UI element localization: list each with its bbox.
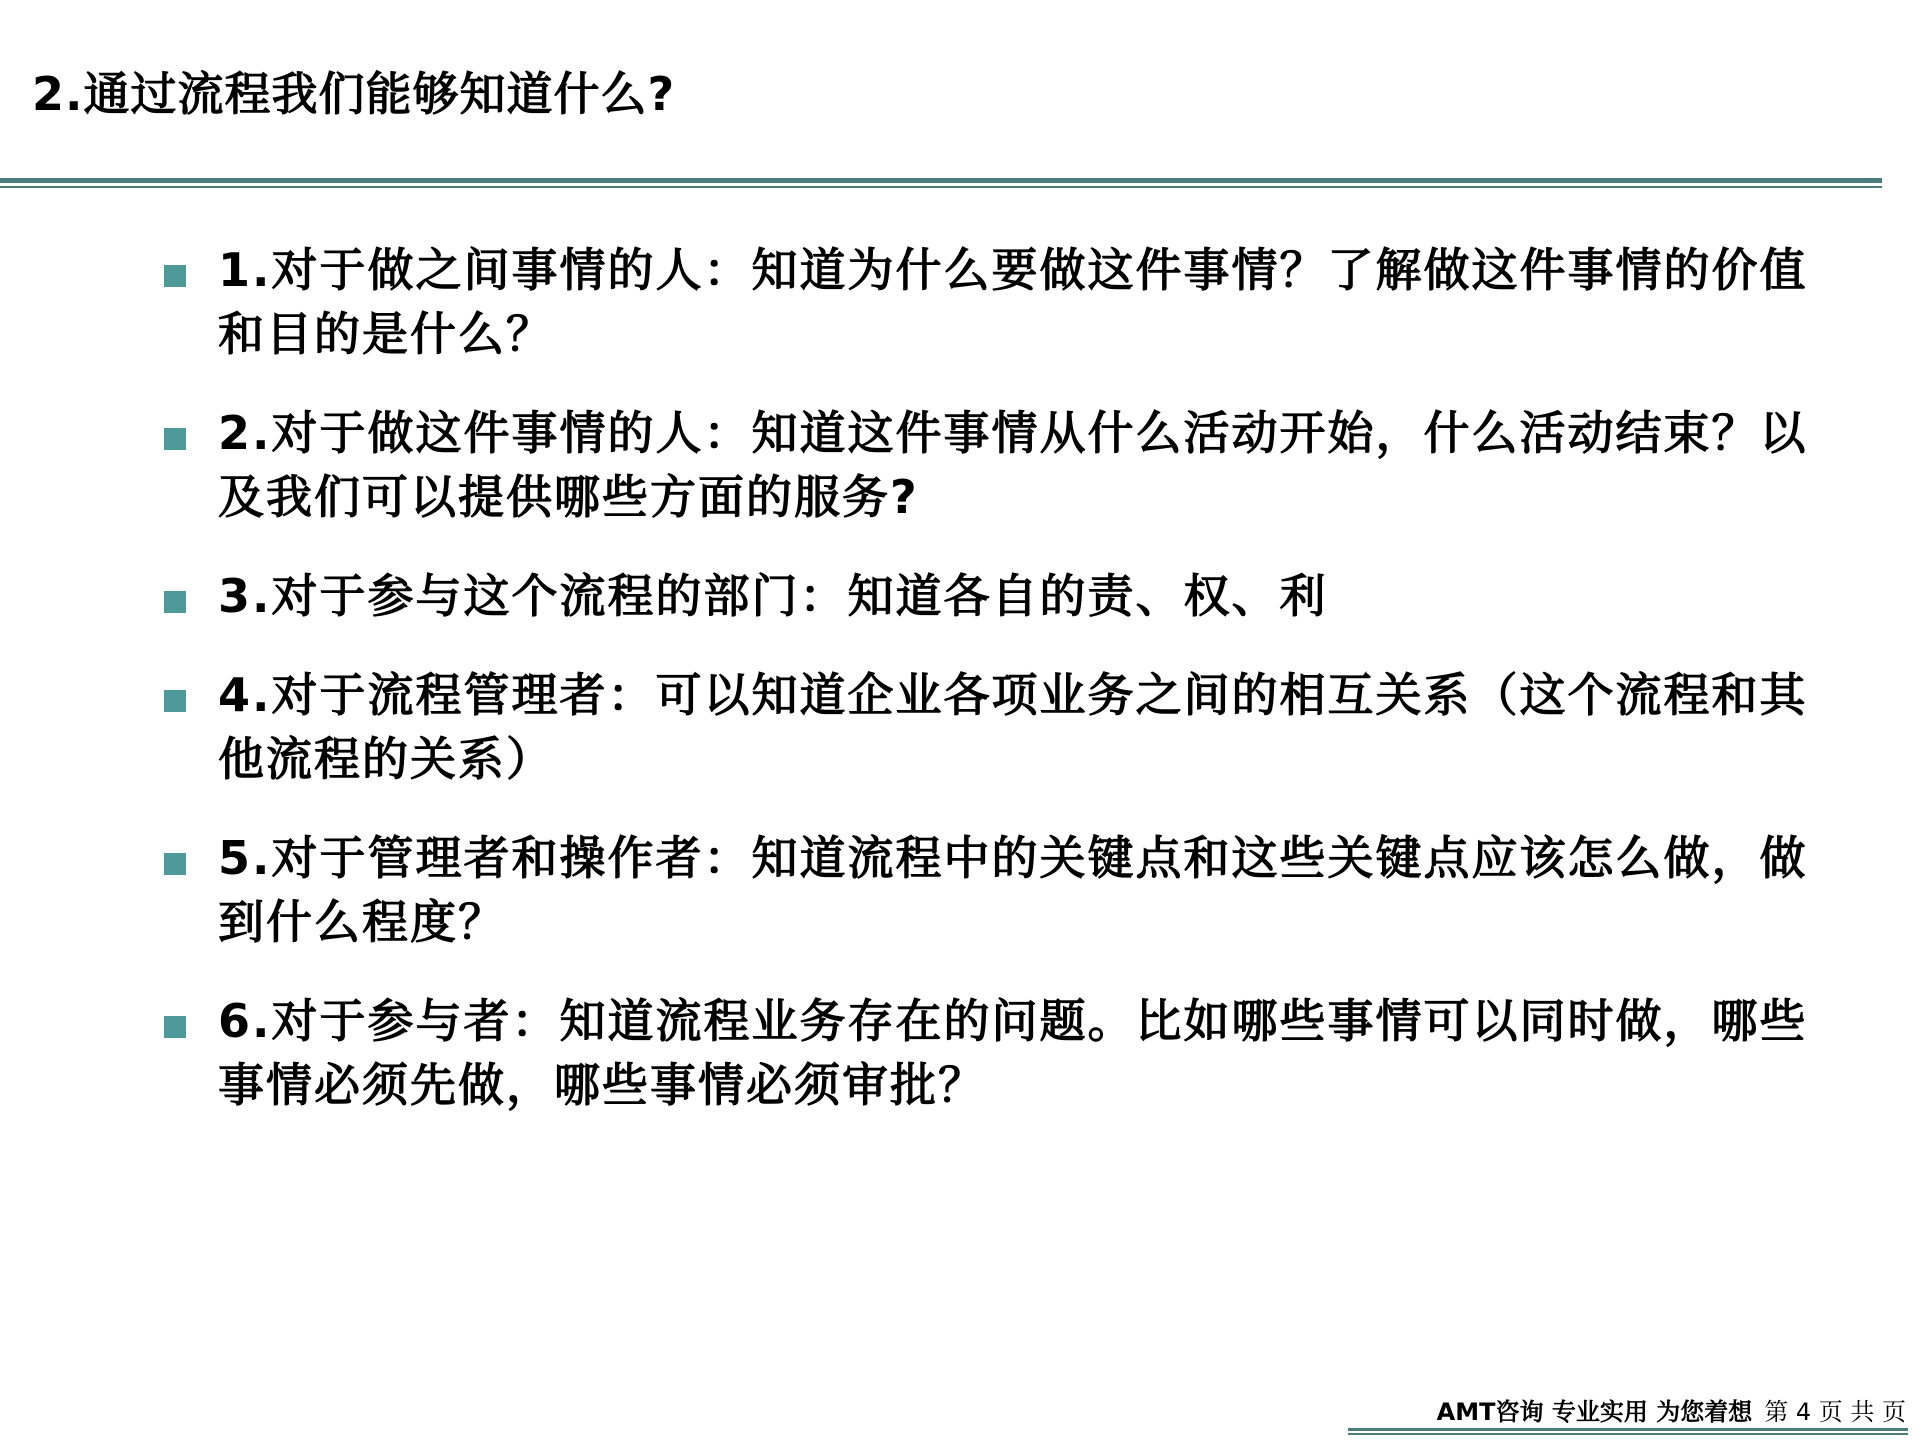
bullet-text: 6.对于参与者：知道流程业务存在的问题。比如哪些事情可以同时做，哪些事情必须先做，哪些事情必须审批？ <box>218 994 1808 1112</box>
square-bullet-icon <box>164 591 186 613</box>
bullet-item <box>160 564 1840 628</box>
square-bullet-icon <box>164 428 186 450</box>
bullet-text: 3.对于参与这个流程的部门：知道各自的责、权、利 <box>218 569 1328 623</box>
footer <box>1437 1392 1906 1427</box>
bullet-text: 4.对于流程管理者：可以知道企业各项业务之间的相互关系（这个流程和其他流程的关系） <box>218 668 1808 786</box>
bullet-text: 2.对于做这件事情的人：知道这件事情从什么活动开始，什么活动结束？以及我们可以提供哪些方面的服务? <box>218 406 1808 524</box>
square-bullet-icon <box>164 265 186 287</box>
title-divider-thin-line <box>0 186 1882 188</box>
footer-divider-thick-line <box>1348 1428 1908 1431</box>
bullet-list <box>160 238 1840 1152</box>
bullet-item <box>160 826 1840 954</box>
square-bullet-icon <box>164 1016 186 1038</box>
footer-divider <box>1348 1428 1908 1436</box>
bullet-item <box>160 663 1840 791</box>
bullet-item <box>160 401 1840 529</box>
square-bullet-icon <box>164 853 186 875</box>
square-bullet-icon <box>164 690 186 712</box>
bullet-text: 5.对于管理者和操作者：知道流程中的关键点和这些关键点应该怎么做，做到什么程度？ <box>218 831 1808 949</box>
slide-title: 2.通过流程我们能够知道什么? <box>32 67 676 121</box>
title-divider-thick-line <box>0 178 1882 183</box>
bullet-text: 1.对于做之间事情的人：知道为什么要做这件事情？了解做这件事情的价值和目的是什么？ <box>218 243 1808 361</box>
footer-divider-thin-line <box>1348 1433 1908 1435</box>
bullet-item <box>160 989 1840 1117</box>
footer-brand: AMT咨询 专业实用 为您着想 <box>1436 1398 1753 1426</box>
page-number: 第 4 页 共 页 <box>1764 1398 1906 1426</box>
title-divider <box>0 178 1882 190</box>
bullet-item <box>160 238 1840 366</box>
